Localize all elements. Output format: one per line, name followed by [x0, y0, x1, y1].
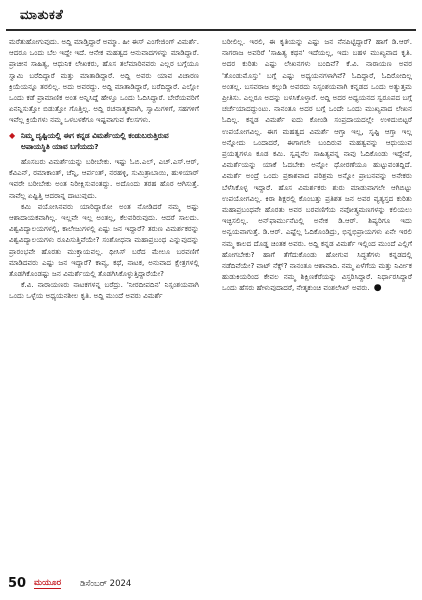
page-number: 50: [8, 576, 27, 591]
section-header: [6, 7, 416, 31]
article-paragraph: ಕೆ.ವಿ. ನಾರಾಯಣರು ನಾಟಕಗಳನ್ನ ಬರೆದ್ರು. 'ನೀರದೀಪದಿನ' ನಿಸ್ಸಂಶಯವಾಗಿ ಒಂದು ಒಳ್ಳೆಯ ಅಧ್ಯಯನಶೀಲ ಕೃತಿ. ಅದ್ದಿ ಮುಂದೆ ಅವರು ವಿಮರ್ಶೆ: [9, 280, 199, 301]
end-of-article-mark: ●: [373, 283, 382, 294]
question-text: ನಿಮ್ಮ ದೃಷ್ಟಿಯಲ್ಲಿ ಈಗ ಕನ್ನಡ ವಿಮರ್ಶೆಯಲ್ಲಿ ಕಂಡುಬರುತ್ತಿರುವ ಅಪಾಯಸ್ಥಿತಿ ಯಾವ ಬಗೆಯದು?: [21, 130, 169, 151]
right-column: [222, 36, 412, 566]
article-paragraph: ಕಮಿ ವಯೋಸಿನವರು ಯಾರಿದ್ದಾರೋ ಅಂತ ನೋಡಿದರೆ ನಮ್ಮ ಅಷ್ಟು ಆಶಾದಾಯಕವಾಗಿಲ್ಲ. ಇಲ್ಲವೇ ಇಲ್ಲ ಅಂತಲ್ಲ, ಕೆಲವರಿರುವುದು. ಆದರೆ ಸಾಲದು. ವಿಶ್ವವಿದ್ಯಾಲಯಗಳಲ್ಲಿ, ಕಾಲೇಜುಗಳಲ್ಲಿ ಏಷ್ಟು ಜನ ಇದ್ದಾರೆ? ತರುಣ ವಿಮರ್ಶಕರನ್ನು ವಿಶ್ವವಿದ್ಯಾಲಯಗಳು ರೂಪಿಸುತ್ತಿವೆಯೇ? ಸಂಶೋಧನಾ ಮಹಾಪ್ರಬಂಧ ಎನ್ನುವುದನ್ನು ಪ್ರಾರಂಭವೇ ಹೊರತು ಮುಕ್ತಾಯವಲ್ಲ. ಥೀಸಿಸ್ ಬರೆದ ಮೇಲೂ ಬರವಣಿಗೆ ಮಾಡಿದವರು ಎಷ್ಟು ಜನ ಇದ್ದಾರೆ? ಕಾವ್ಯ, ಕಥೆ, ನಾಟಕ, ಅನುವಾದ ಕ್ಷೇತ್ರಗಳಲ್ಲಿ ತೊಡಗಿಕೊಂಡಷ್ಟು ಜನ ವಿಮರ್ಶೆಯಲ್ಲಿ ತೊಡಗಿಸಿಕೊಳ್ಳುತ್ತಿದ್ದಾರೆಯೇ?: [9, 201, 199, 279]
left-column: [9, 36, 199, 566]
article-paragraph: ಹೊಸಬರು ವಿಮರ್ಶೆಯನ್ನು ಬರೀಬೇಕು. ಇಷ್ಟು ಓಬಿ.ಎಲ್, ಎಚ್.ಎಸ್.ಆರ್, ಕೆವಿಎನ್, ರಮಾಕಾಂತ್, ಚೆನ್ನಿ, ಆರ್ಪಂತ್, ನರಹಳ್ಳಿ, ಸುಮಿತ್ರಾಬಾಯಿ, ಹುಳಿಯಾರ್ ಇವರೇ ಬರೀಬೇಕು ಅಂತ ನಿರೀಕ್ಷಿಸುವಂತದ್ದು. ಅದೊಂದು ತರಹ ಹೊರ ಆಗಿಸುತ್ತೆ. ನಾವೆಲ್ಲ ಏಷ್ಟಿತ್ತಿ ಆದರಾನ್ನ ದಾಟುವುದು.: [9, 157, 199, 200]
section-title: ಮಾತುಕತೆ: [20, 8, 64, 23]
interview-question: [9, 130, 199, 152]
magazine-logo: ಮಯೂರ: [34, 578, 62, 588]
page-footer: [8, 576, 308, 592]
issue-date: ಡಿಸೆಂಬರ್ 2024: [80, 579, 132, 589]
question-diamond-icon: ◆: [9, 130, 16, 140]
paragraph-text: ಬರೀಲಿಲ್ಲ. ಇರಲಿ, ಈ ಕೃತಿಯನ್ನು ಎಷ್ಟು ಜನ ನೆನಪಿಟ್ಟಿದ್ದಾರೆ? ಹಾಗೆ ಡಿ.ಆರ್. ನಾಗರಾಜ ಅವರಿರೆ 'ಸಾಹಿತ್ಯ ಕಥನ' ಇದೆಯಲ್ಲ, ಇದು ಬಹಳ ಮುಖ್ಯವಾದ ಕೃತಿ. ಅದರ ಕುರಿತು ಎಷ್ಟು ಲೇಖನಗಳು ಬಂದಿವೆ? ಕೆ.ವಿ. ನಾರಾಯಣ ಅವರ 'ತೊಂಡುಮೊಸ್ತು' ಬಗ್ಗೆ ಎಷ್ಟು ಅಧ್ಯಯನಗಳಾಗಿವೆ? ಓದಿದ್ದಾರೆ, ಓದಿರೋದಿಲ್ಲ ಅಂತಲ್ಲ. ಬಸವರಾಜ ಕಲ್ಗುಡಿ ಅವರದು ನಿಸ್ಸಂಶಯವಾಗಿ ಕನ್ನಡದ ಒಂದು ಅತ್ಯುತ್ತಮ ಪ್ರೀತಿಸು. ಎಲ್ಲರೂ ಅದನ್ನು ಬಳಸಿಕೊಳ್ತಾರೆ. ಅದ್ದಿ ಅದರ ಅಧ್ಯಯನದ ಸ್ವರೂಪದ ಬಗ್ಗೆ ಚರ್ಚೆಯಾದದ್ದುಂಟು. ನಾನಂತೂ ಅದರ ಬಗ್ಗೆ ಒಂದೇ ಒಂದು ಮುಖ್ಯವಾದ ಲೇಖನ ಓದಿಲ್ಲ. ಕನ್ನಡ ವಿಮರ್ಶೆ ಐದು ಕೋಂಡಿ ಸಂಪ್ರದಾಯದಲ್ಲೇ ಉಳಿದುಬಿಟ್ಟರೆ ಉಪಯೋಗವಿಲ್ಲ. ಈಗ ಮಹತ್ವದ ವಿಮರ್ಶೆ ಆಗ್ತಾ ಇಲ್ಲ, ಸೃಷ್ಟಿ ಆಗ್ತಾ ಇಲ್ಲ ಅನ್ನೋದು ಒಂದಾದರೆ, ಈಗಾಗಲೇ ಬಂದಿರುವ ಮಹತ್ವವನ್ನು ಆಧುಯುವ ಪ್ರಯತ್ನಗಳೂ ಕೂಡ ಕಮಿ. ಸ್ವಪ್ನನೆಲ ಸಾಹಿತ್ಯವನ್ನ ನಾವು ಓದಿಕೊಂಡು ಇದ್ದೇವೆ, ವಿಮರ್ಶೆಯನ್ನು ಯಾಕೆ ಓದಬೇಕು ಅನ್ನೋ ಧೋರಣೆಯೂ ಹುಟ್ಟುವಂತದ್ದಿದೆ. ವಿಮರ್ಶೆ ಅಂದ್ರೆ ಒಂದು ಪ್ರಕಾಶವಾದ ಪರಿಶ್ರಮ ಅನ್ನೋ ಪ್ರಾಬನವನ್ನು ಅನೇಕರು ಬೆಳೆಸಿಕೊಳ್ಳ ಇದ್ದಾರೆ. ಹೊಸ ವಿಮರ್ಶಕರು ಶುರು ಮಾಡುವಾಗಲೇ ಆಗಿಬಿಟ್ಟು ಉಪಯೋಗವಿಲ್ಲ. ಕಿರಾ ಶಿಕ್ಷರಲ್ಲಿ ಕೊಂಬತ್ತು ಪ್ರತಿಶತ ಜನ ಅವರ ವ್ಯತ್ಯಸ್ತದ ಕುರಿತು ಮಹಾಪ್ರಬಂಧವೇ ಹೊರತು ಅವರ ಬರವಣಿಗೆಯ ನವೋತ್ಕ್ರಮಣಗಳನ್ನು ಕಲಿಯಲು ಇಚ್ಛಿಸಲಿಲ್ಲ. ಅನ್‌ಫಾರ್ಮುನೆಟಲ್ಲಿ ಅನೇಕ ಡಿ.ಆರ್. ಶಿಷ್ಯರಿಗೂ ಇದು ಅನ್ವಯವಾಗುತ್ತೆ. ಡಿ.ಆರ್. ಎಷ್ಟೆಲ್ಲ ಓದಿಕೊಂಡಿದ್ರು, ಭಿನ್ನಭಿಪ್ರಾಯಗಳು ಏನೇ ಇರಲಿ ನಮ್ಮ ಕಾಲದ ದೊಡ್ಡ ಚಿಂತಕ ಅವರು. ಅದ್ದಿ ಕನ್ನಡ ವಿಮರ್ಶೆ ಇಲ್ಲಿಂದ ಮುಂದೆ ಎಲ್ಲಿಗೆ ಹೋಗಬೇಕು? ಹಾಗೆ ತೆಗೆದುಕೊಂಡು ಹೋಗುವ ಸಿದ್ಧತೆಗಳು ಕನ್ನಡದಲ್ಲಿ ನಡೆದಿವೆಯೇ? ವಾಟ್ ನೆಕ್ಸ್? ನಾನಂತೂ ಆಶಾವಾದಿ. ನಮ್ಮ ಏಳೆಗೆಯ ಮತ್ತು ನಿರ್ವೀಕ ಹುಡುಕಿಯರಿಂದ ಕೇವಲ ನಮ್ಮ ಶಿಕ್ಷಿಣಕೆರೆಯನ್ನು ವಿಸ್ತರಿಸಿದ್ದಾರೆ. ನಿರ್ಧಾರಸಿದ್ದಾರೆ ಒಂದು ಹೆಸರು ಹೇಳುವುದಾದರೆ, ನೇತೃಕುಂಚಿ ವಂಶಲೇಖ್ ಅವರು.: [222, 37, 412, 293]
article-paragraph: [222, 36, 412, 295]
article-paragraph: ಮರೆತುಹೋಗುವುದು. ಅದ್ದಿ ಮಾಡ್ತಿದ್ದಾರೆ ಅಮ್ಮಾ. ಹೀ ಈಸ್ ಎಂಗೇಜಿಂಗ್ ವಿಮರ್ಶೆ. ಆದರೂ ಒಂದು ಬೆಲ ಇದ್ದೇ ಇದೆ. ಆನೇಕ ಮಹತ್ವದ ಆನುವಾದಗಳನ್ನು ಮಾಡಿದ್ದಾರೆ. ಪ್ರಾಚೀನ ಸಾಹಿತ್ಯ, ಆಧುನಿಕ ಲೇಖಕರು, ಹೊಸ ತಲೆಮಾರಿನವರು ಎಲ್ಲರ ಬಗ್ಗೆಯೂ ಸ್ವಾಮಿ ಬರೆದಿದ್ದಾರೆ ಮತ್ತು ಮಾತಾಡಿದ್ದಾರೆ. ಅದ್ದಿ ಅವರು ಯಾವ ವಿಚಾರಣ ಕ್ರಿಯೆಯನ್ನೂ ತರಲಿಲ್ಲ. ಅದು ಅವರದ್ದು. ಅದ್ದಿ ಮಾತಾಡಿದ್ದಾರೆ, ಬರೆದಿದ್ದಾರೆ. ಎಲ್ಲೋ ಒಂದು ಕಡೆ ಪ್ರಾಮಾಣಿಕ ಅಂತ ಅನ್ನಿಸಿದ್ದೆ ಹೇಳ್ತೂ ಒಂದು ಓದಿಸಿದ್ದಾರೆ. ಬೇರೆಯವರಿಗೆ ಏನನ್ನಿಸುತ್ತೋ ಬಿಡುತ್ತೋ ಗೊತ್ತಿಲ್ಲ. ಅದ್ದಿ ರಚನಾತ್ಮಕವಾಗಿ, ಸ್ವಾಮಿಗಳಿಗೆ, ಸಹಗಳಿಗೆ ಇವೆಲ್ಲ ಕ್ರಿಯೆಗಳು ನಮ್ಮ ಒಳಬಳಕೆಗೂ ಇಷ್ಟವಾಗುವ ಕೆಲಸಗಳು.: [9, 37, 199, 125]
